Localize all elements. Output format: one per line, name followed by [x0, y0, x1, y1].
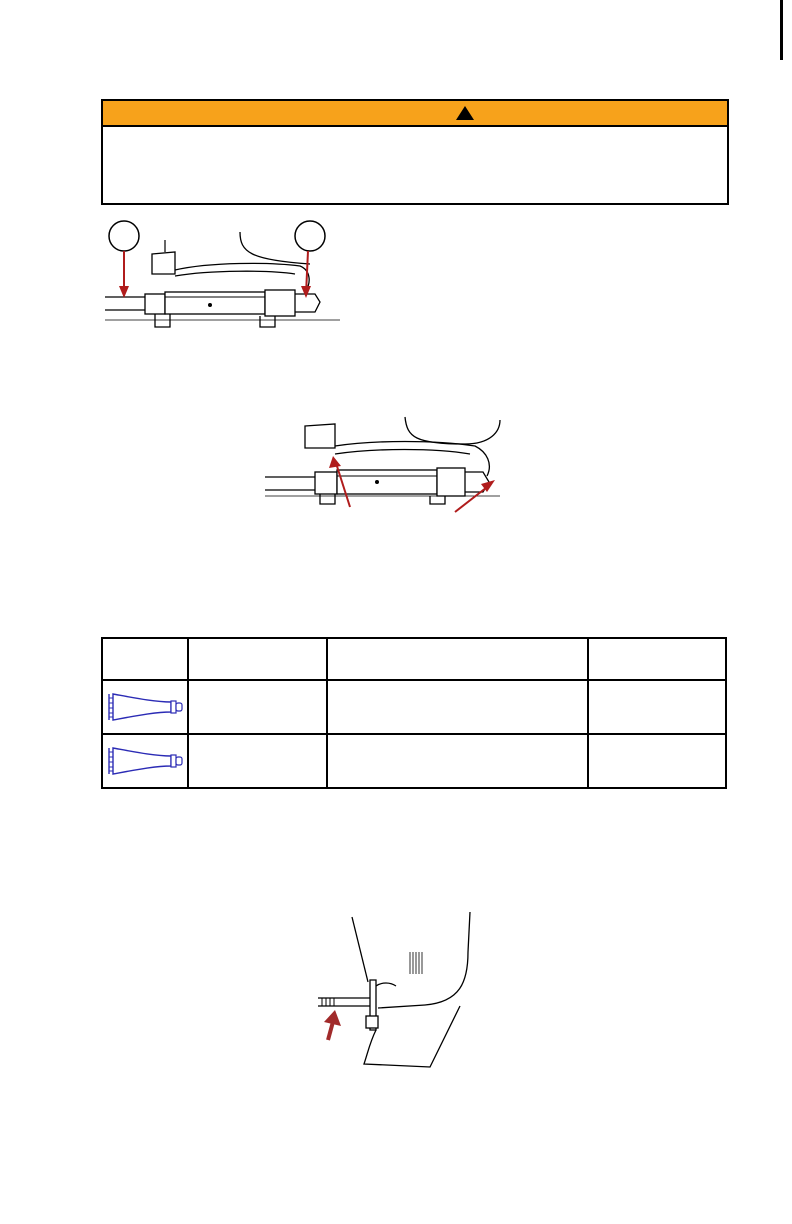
tube-cell [102, 734, 188, 788]
header-where-used [327, 638, 588, 680]
cell-description [188, 680, 327, 734]
callout-2 [295, 221, 325, 251]
header-tube-ref [102, 638, 188, 680]
cell-where-used [327, 734, 588, 788]
warning-box [101, 99, 729, 205]
cell-part-number [588, 680, 726, 734]
header-part-number [588, 638, 726, 680]
warning-body-text [103, 127, 727, 147]
lubricant-tube-icon [105, 740, 185, 780]
lubricant-table [101, 637, 727, 789]
warning-triangle-icon [455, 105, 475, 121]
warning-header [103, 101, 727, 127]
callout-1 [109, 221, 139, 251]
tube-cell [102, 680, 188, 734]
header-description [188, 638, 327, 680]
figure-steering-cylinder-arrows [265, 412, 505, 517]
cell-where-used [327, 680, 588, 734]
lubricant-tube-icon [105, 686, 185, 726]
table-row [102, 680, 726, 734]
page-edge-tab [780, 0, 783, 60]
table-row [102, 734, 726, 788]
figure-steering-cylinder-callouts [100, 212, 340, 342]
cell-description [188, 734, 327, 788]
cell-part-number [588, 734, 726, 788]
figure-gearcase-propshaft [310, 912, 490, 1072]
table-header-row [102, 638, 726, 680]
